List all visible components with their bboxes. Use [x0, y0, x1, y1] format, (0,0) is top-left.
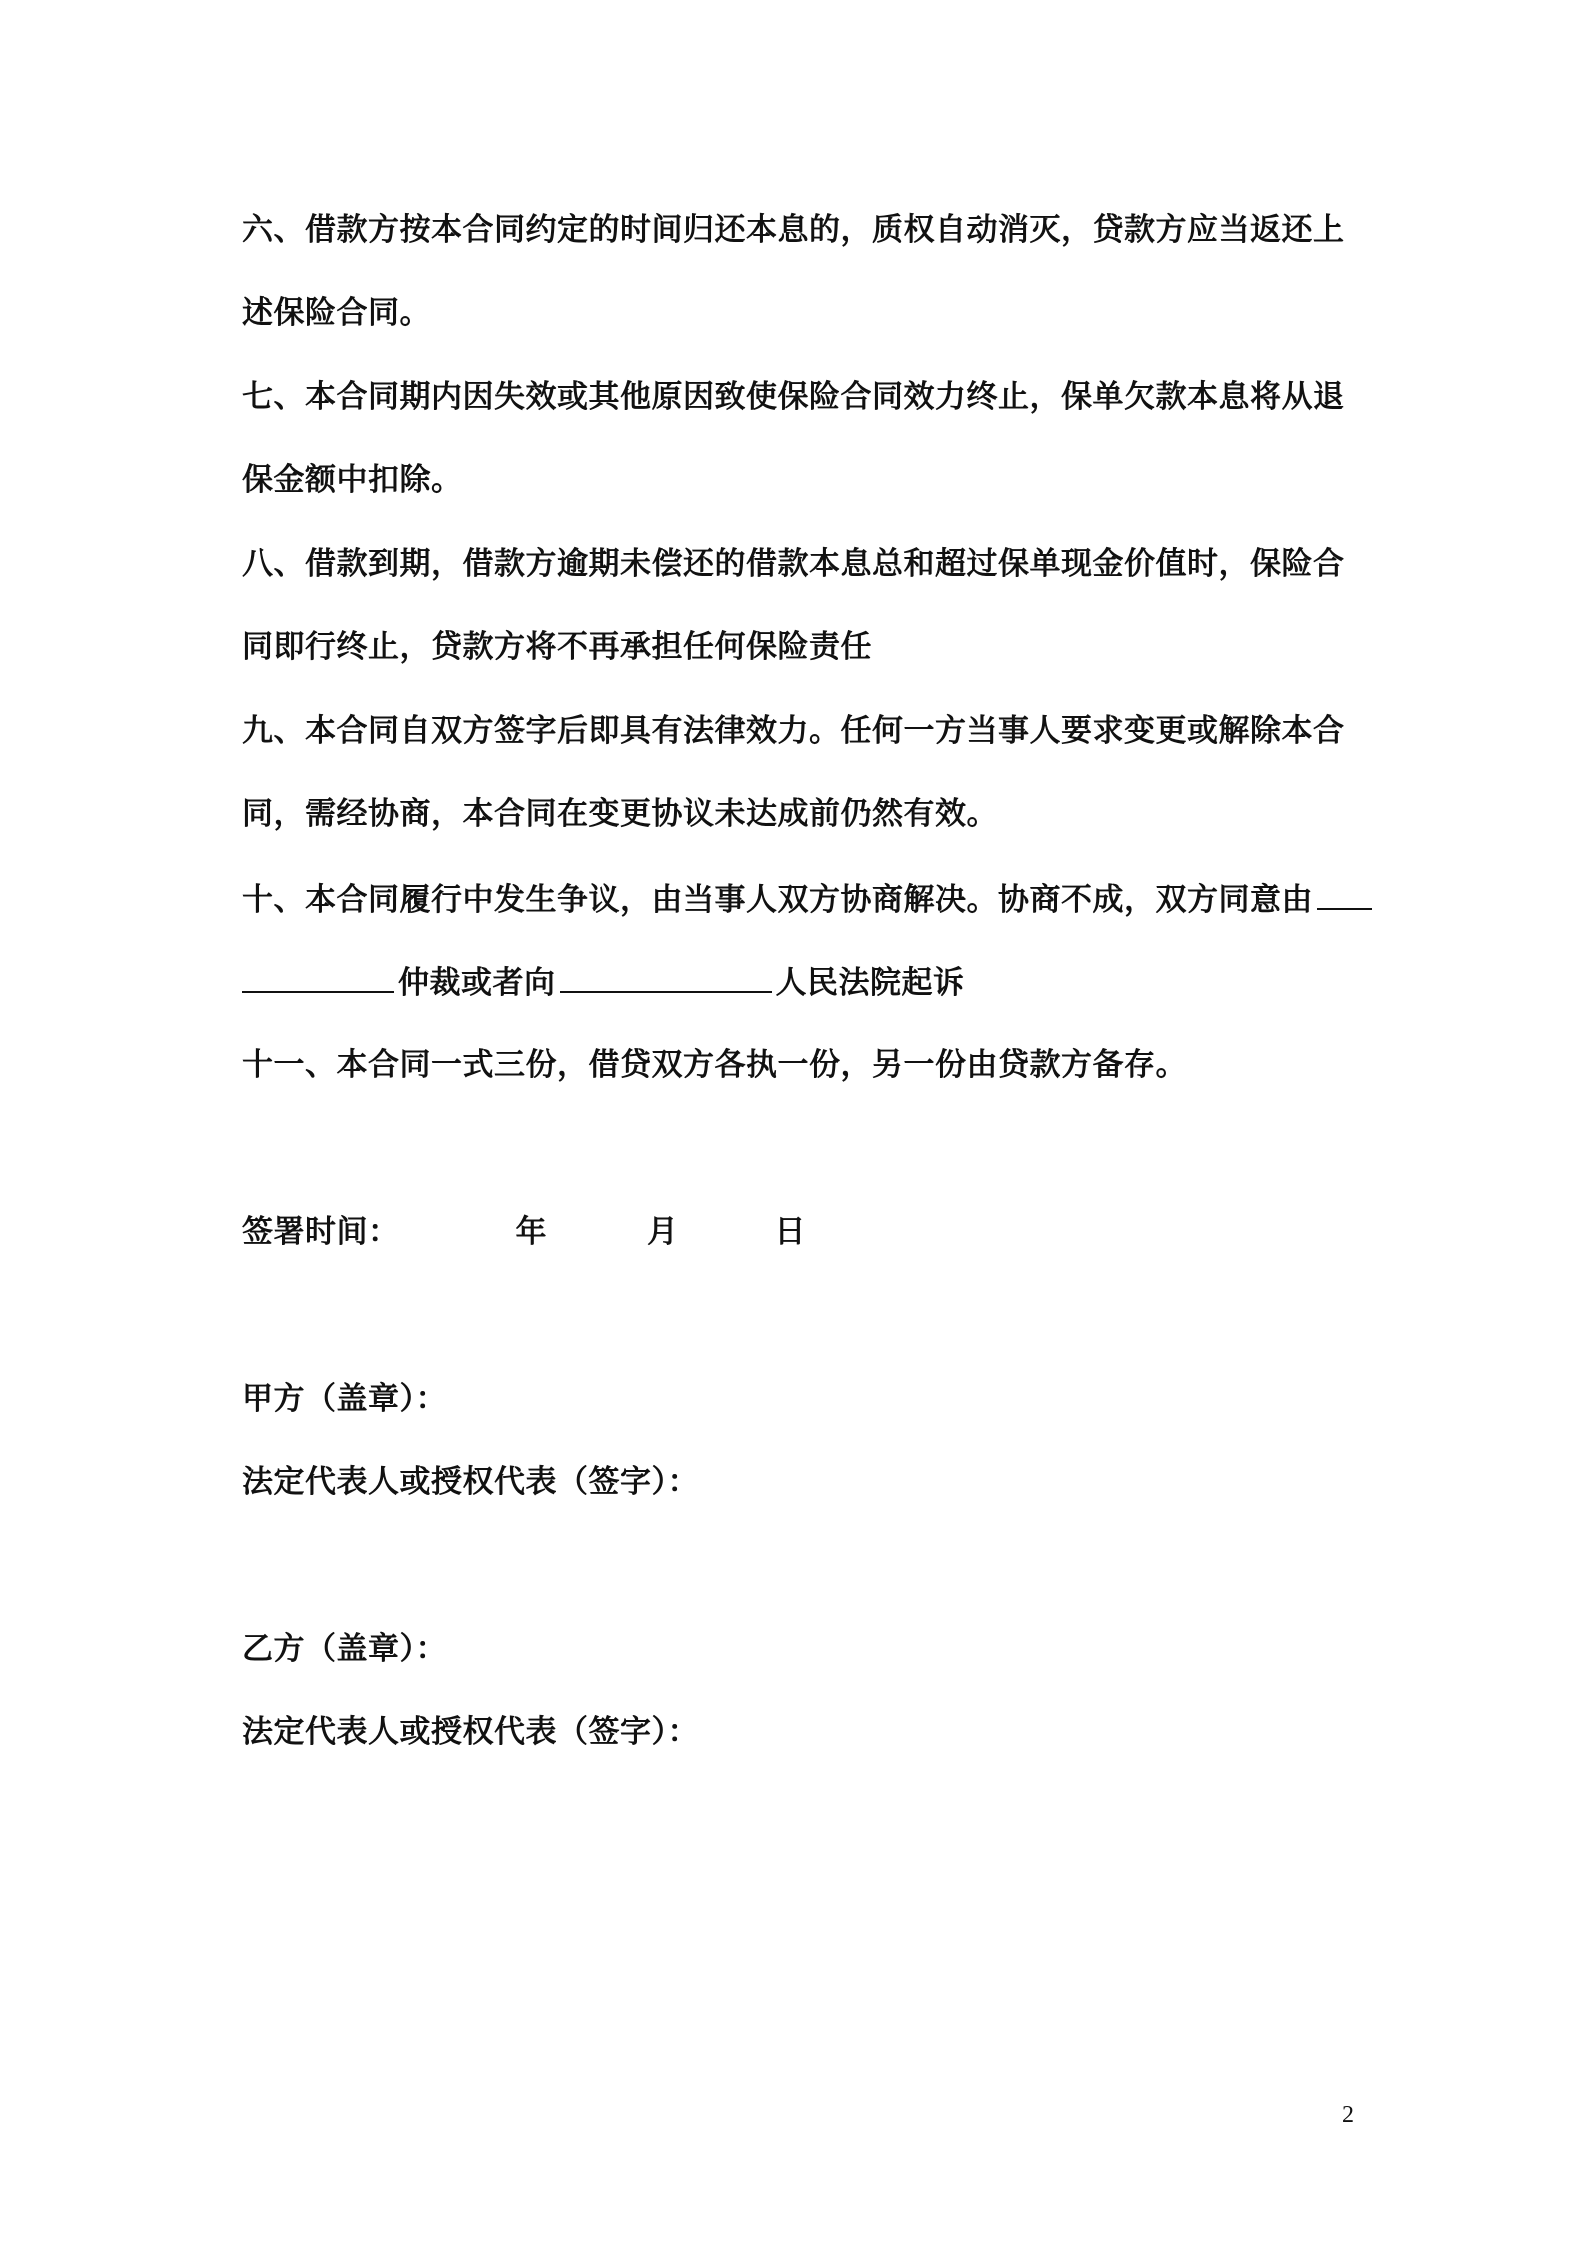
arbitration-institution-blank: [242, 961, 394, 993]
clause-eleven: 十一、本合同一式三份，借贷双方各执一份，另一份由贷款方备存。: [242, 1047, 1187, 1083]
court-blank: [560, 961, 772, 993]
clause-ten-line-2: [242, 961, 1362, 1001]
clause-ten-line-1-text: 十、本合同履行中发生争议，由当事人双方协商解决。协商不成，双方同意由: [242, 882, 1313, 918]
clause-seven-line-2: 保金额中扣除。: [242, 462, 463, 498]
clause-nine-line-1: 九、本合同自双方签字后即具有法律效力。任何一方当事人要求变更或解除本合: [242, 713, 1345, 749]
party-a-label: 甲方（盖章）：: [242, 1381, 447, 1417]
signing-date-row: [242, 1212, 1362, 1252]
signing-time-label: 签署时间：: [242, 1214, 400, 1250]
clause-eight-line-2: 同即行终止，贷款方将不再承担任何保险责任: [242, 629, 872, 665]
clause-six-line-2: 述保险合同。: [242, 295, 431, 331]
clause-eight-line-1: 八、借款到期，借款方逾期未偿还的借款本息总和超过保单现金价值时，保险合: [242, 546, 1345, 582]
signing-month-label: 月: [647, 1214, 679, 1250]
signing-year-label: 年: [515, 1214, 547, 1250]
clause-nine-line-2: 同，需经协商，本合同在变更协议未达成前仍然有效。: [242, 796, 998, 832]
clause-six-line-1: 六、借款方按本合同约定的时间归还本息的，质权自动消灭，贷款方应当返还上: [242, 212, 1345, 248]
party-a-representative-label: 法定代表人或授权代表（签字）：: [242, 1464, 699, 1500]
page-number: 2: [1342, 2102, 1354, 2128]
clause-ten-court-text: 人民法院起诉: [775, 965, 965, 1001]
clause-ten-arbitration-text: 仲裁或者向: [398, 965, 556, 1001]
party-b-representative-label: 法定代表人或授权代表（签字）：: [242, 1714, 699, 1750]
party-b-label: 乙方（盖章）：: [242, 1631, 447, 1667]
arbitration-blank-start: [1317, 878, 1372, 910]
signing-day-label: 日: [774, 1214, 806, 1250]
clause-ten-line-1: [242, 878, 1362, 918]
clause-seven-line-1: 七、本合同期内因失效或其他原因致使保险合同效力终止，保单欠款本息将从退: [242, 379, 1345, 415]
